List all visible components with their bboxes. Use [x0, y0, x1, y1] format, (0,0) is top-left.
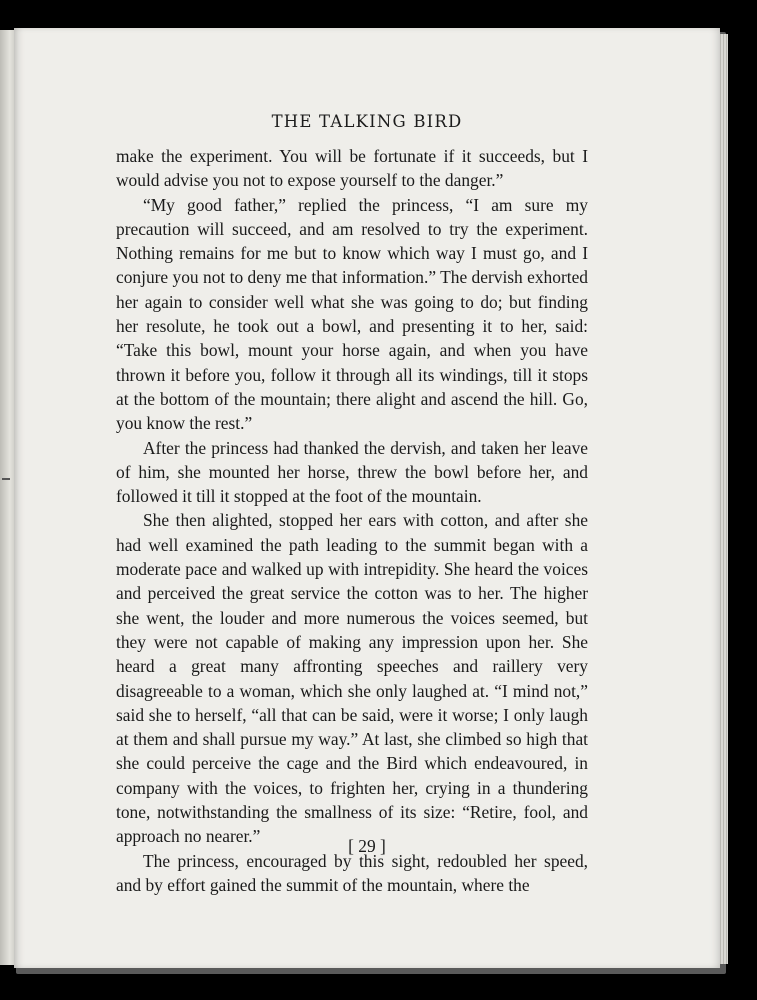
paragraph: make the experiment. You will be fortunate if it succeeds, but I would advise you not to expose yourself to the danger.” [116, 146, 588, 191]
margin-mark [2, 478, 10, 480]
paragraph: She then alighted, stopped her ears with cotton, and after she had well examined the path leading to the summit began with a moderate pace and walked up with intrepidity. She heard the voices and perceived the great service the cotton was to her. The higher she went, the louder and more numerous the voices seemed, but they were not capable of making any impression upon her. She heard a great many affronting speeches and raillery very disagreeable to a woman, which she only laughed at. “I mind not,” said she to herself, “all that can be said, were it worse; I only laugh at them and shall pursue my way.” At last, she climbed so high that she could perceive the cage and the Bird which endeavoured, in company with the voices, to frighten her, crying in a thundering tone, notwithstanding the smallness of its size: “Retire, fool, and approach no nearer.” [116, 510, 588, 847]
paragraph: “My good father,” replied the princess, “I am sure my precaution will succeed, and am resolved to try the experiment. Nothing remains for me but to know which way I must go, and I conjure you not to deny me that information.” The dervish exhorted her again to consider well what she was going to do; but finding her resolute, he took out a bowl, and presenting it to her, said: “Take this bowl, mount your horse again, and when you have thrown it before you, follow it through all its windings, till it stops at the bottom of the mountain; there alight and ascend the hill. Go, you know the rest.” [116, 194, 588, 434]
left-page-edge [0, 30, 14, 965]
paragraph: The princess, encouraged by this sight, redoubled her speed, and by effort gained the summit of the mountain, where the [116, 850, 588, 895]
paragraph: After the princess had thanked the dervish, and taken her leave of him, she mounted her horse, threw the bowl before her, and followed it till it stopped at the foot of the mountain. [116, 437, 588, 507]
running-head: THE TALKING BIRD [271, 112, 463, 131]
body-text [116, 144, 588, 897]
page-number: [ 29 ] [348, 836, 386, 856]
